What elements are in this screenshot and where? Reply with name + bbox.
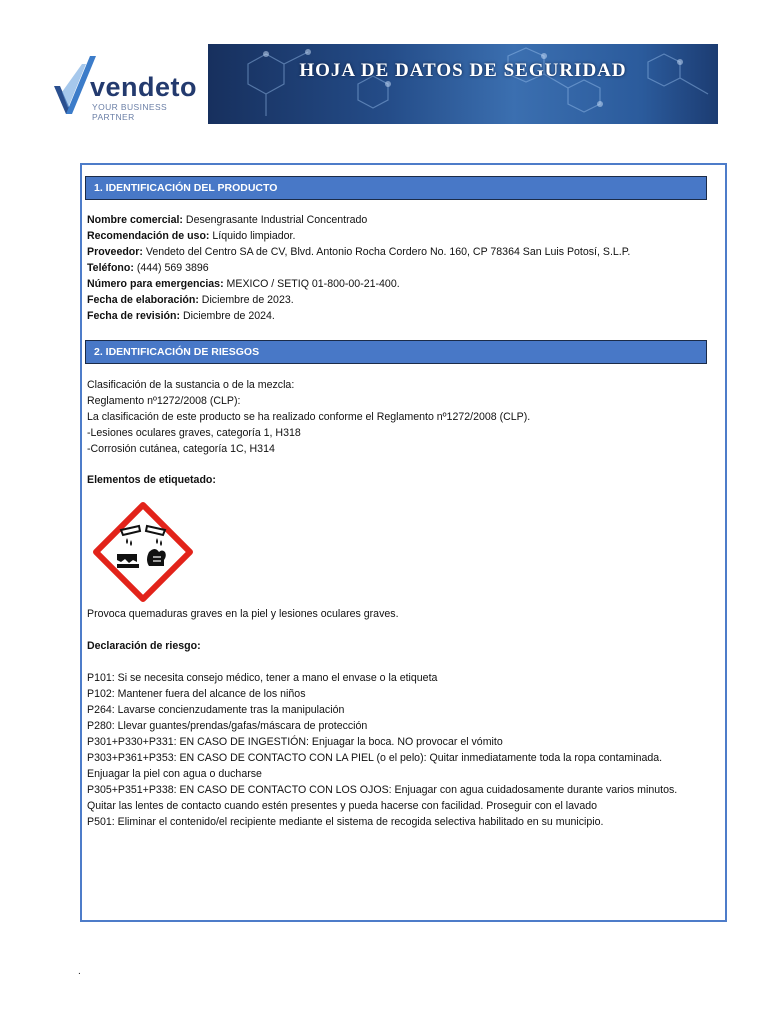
field-creation-date [87, 292, 294, 308]
field-supplier [87, 244, 630, 260]
precautionary-statement: P101: Si se necesita consejo médico, tener a mano el envase o la etiqueta [87, 672, 438, 684]
field-value: Desengrasante Industrial Concentrado [182, 214, 368, 226]
field-value: Líquido limpiador. [209, 230, 296, 242]
precautionary-statement: P301+P330+P331: EN CASO DE INGESTIÓN: Enjuagar la boca. NO provocar el vómito [87, 736, 503, 748]
corrosion-pictogram-icon [93, 502, 193, 602]
precautionary-statement: Quitar las lentes de contacto cuando estén presentes y pueda hacerse con facilidad. Proseguir con el lavado [87, 800, 597, 812]
section-1-header [85, 176, 707, 200]
field-value: Vendeto del Centro SA de CV, Blvd. Antonio Rocha Cordero No. 160, CP 78364 San Luis Potosí, S.L.P. [142, 246, 631, 258]
field-label: Nombre comercial: [87, 214, 183, 226]
field-recommended-use [87, 228, 295, 244]
hazard-statement: Provoca quemaduras graves en la piel y lesiones oculares graves. [87, 608, 399, 620]
classification-line: Reglamento nº1272/2008 (CLP): [87, 395, 241, 407]
heading-text: Elementos de etiquetado: [87, 474, 216, 486]
logo-tagline: YOUR BUSINESS PARTNER [92, 102, 168, 122]
field-trade-name [87, 212, 367, 228]
field-value: MEXICO / SETIQ 01-800-00-21-400. [223, 278, 400, 290]
risk-declaration-heading [87, 638, 201, 654]
precautionary-statement: P303+P361+P353: EN CASO DE CONTACTO CON LA PIEL (o el pelo): Quitar inmediatamente toda la ropa contaminada. [87, 752, 663, 764]
logo-wordmark: vendeto [90, 72, 198, 102]
section-1-title: 1. IDENTIFICACIÓN DEL PRODUCTO [94, 182, 278, 194]
molecule-background-icon [208, 44, 718, 124]
field-label: Número para emergencias: [87, 278, 224, 290]
precautionary-statement: Enjuagar la piel con agua o ducharse [87, 768, 262, 780]
field-value: Diciembre de 2023. [198, 294, 294, 306]
header-banner [208, 44, 718, 124]
classification-line: -Corrosión cutánea, categoría 1C, H314 [87, 443, 275, 455]
heading-text: Declaración de riesgo: [87, 640, 201, 652]
field-phone [87, 260, 209, 276]
field-value: Diciembre de 2024. [180, 310, 275, 322]
precautionary-statement: P305+P351+P338: EN CASO DE CONTACTO CON LOS OJOS: Enjuagar con agua cuidadosamente durante varios minutos. [87, 784, 678, 796]
classification-line: La clasificación de este producto se ha realizado conforme el Reglamento nº1272/2008 (CLP). [87, 411, 531, 423]
field-label: Proveedor: [87, 246, 143, 258]
classification-line: -Lesiones oculares graves, categoría 1, H318 [87, 427, 301, 439]
field-value: (444) 569 3896 [133, 262, 209, 274]
footer-mark: . [78, 966, 81, 977]
label-elements-heading [87, 472, 216, 488]
precautionary-statement: P280: Llevar guantes/prendas/gafas/máscara de protección [87, 720, 368, 732]
precautionary-statement: P501: Eliminar el contenido/el recipiente mediante el sistema de recogida selectiva habilitado en su municipio. [87, 816, 604, 828]
company-logo [38, 44, 208, 128]
field-label: Fecha de elaboración: [87, 294, 199, 306]
document-title: HOJA DE DATOS DE SEGURIDAD [299, 60, 627, 81]
field-emergency-number [87, 276, 400, 292]
classification-line: Clasificación de la sustancia o de la mezcla: [87, 379, 295, 391]
field-revision-date [87, 308, 275, 324]
field-label: Teléfono: [87, 262, 134, 274]
section-2-title: 2. IDENTIFICACIÓN DE RIESGOS [94, 346, 260, 358]
precautionary-statement: P264: Lavarse concienzudamente tras la manipulación [87, 704, 345, 716]
section-2-header [85, 340, 707, 364]
field-label: Recomendación de uso: [87, 230, 210, 242]
field-label: Fecha de revisión: [87, 310, 181, 322]
precautionary-statement: P102: Mantener fuera del alcance de los niños [87, 688, 306, 700]
